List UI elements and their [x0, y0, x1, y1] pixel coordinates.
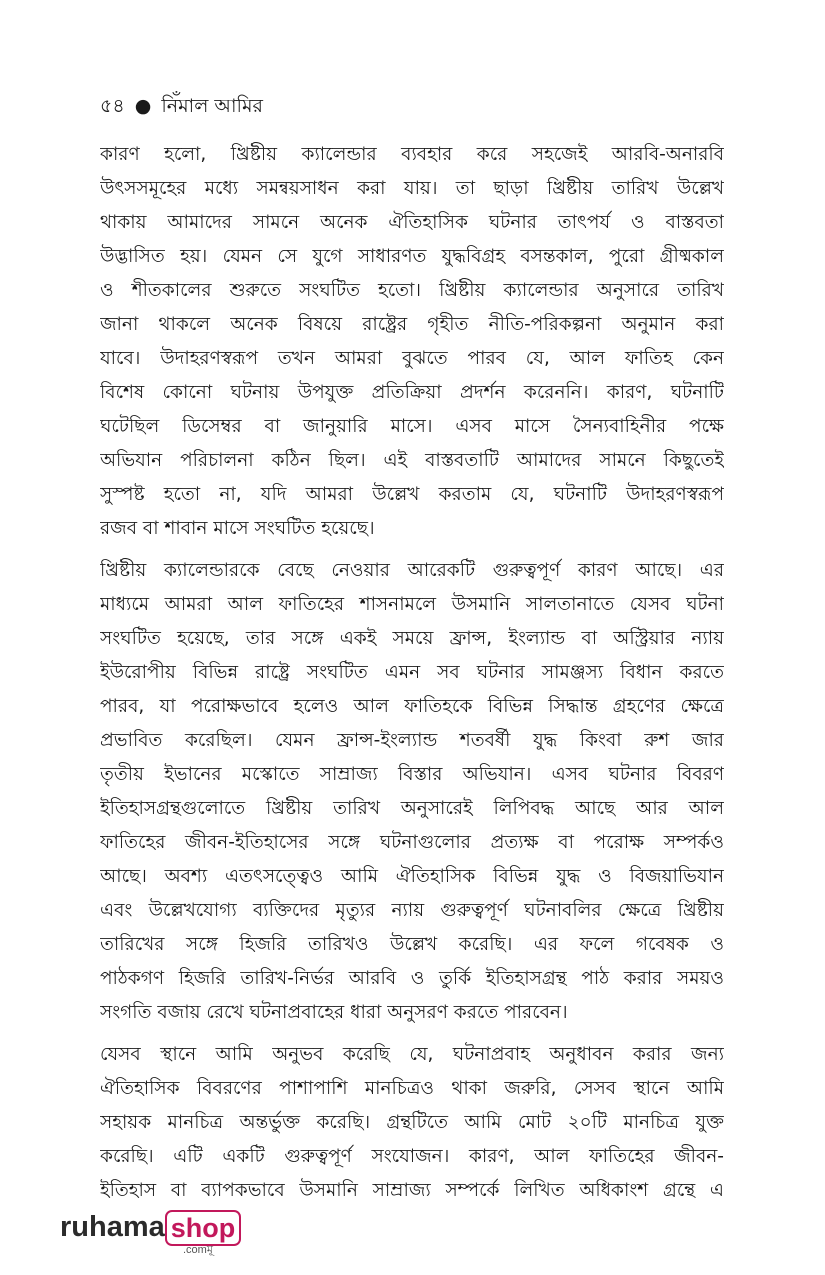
header-bullet: ●	[134, 95, 152, 117]
paragraph	[100, 1038, 724, 1208]
logo-text-ruhama: ruhama	[60, 1211, 165, 1243]
page-header	[100, 93, 263, 119]
text-line: পারব, যা পরোক্ষভাবে হলেও আল ফাতিহকে বিভিন্ন সিদ্ধান্ত গ্রহণের ক্ষেত্রে	[100, 696, 724, 717]
page-number: ৫৪	[100, 95, 125, 117]
logo-text-shop: shop	[165, 1210, 242, 1246]
text-line: সহায়ক মানচিত্র অন্তর্ভুক্ত করেছি। গ্রন্থটিতে আমি মোট ২০টি মানচিত্র যুক্ত	[100, 1112, 724, 1133]
text-line: তৃতীয় ইভানের মস্কোতে সাম্রাজ্য বিস্তার অভিযান। এসব ঘটনার বিবরণ	[100, 764, 724, 785]
text-line: জানা থাকলে অনেক বিষয়ে রাষ্ট্রের গৃহীত নীতি-পরিকল্পনা অনুমান করা	[100, 314, 724, 335]
text-line: ইউরোপীয় বিভিন্ন রাষ্ট্রে সংঘটিত এমন সব ঘটনার সামঞ্জস্য বিধান করতে	[100, 662, 724, 683]
text-line: ঘটেছিল ডিসেম্বর বা জানুয়ারি মাসে। এসব মাসে সৈন্যবাহিনীর পক্ষে	[100, 416, 724, 437]
text-line: উৎসসমূহের মধ্যে সমন্বয়সাধন করা যায়। তা ছাড়া খ্রিষ্টীয় তারিখ উল্লেখ	[100, 178, 724, 199]
text-line: খ্রিষ্টীয় ক্যালেন্ডারকে বেছে নেওয়ার আরেকটি গুরুত্বপূর্ণ কারণ আছে। এর	[100, 560, 724, 581]
text-line: থাকায় আমাদের সামনে অনেক ঐতিহাসিক ঘটনার তাৎপর্য ও বাস্তবতা	[100, 212, 724, 233]
text-line: পাঠকগণ হিজরি তারিখ-নির্ভর আরবি ও তুর্কি ইতিহাসগ্রন্থ পাঠ করার সময়ও	[100, 968, 724, 989]
paragraph	[100, 138, 724, 546]
text-line: অভিযান পরিচালনা কঠিন ছিল। এই বাস্তবতাটি আমাদের সামনে কিছুতেই	[100, 450, 724, 471]
text-line: সংঘটিত হয়েছে, তার সঙ্গে একই সময়ে ফ্রান্স, ইংল্যান্ড বা অস্ট্রিয়ার ন্যায়	[100, 628, 724, 649]
text-line: করেছি। এটি একটি গুরুত্বপূর্ণ সংযোজন। কারণ, আল ফাতিহের জীবন-	[100, 1146, 724, 1167]
text-line: যাবে। উদাহরণস্বরূপ তখন আমরা বুঝতে পারব যে, আল ফাতিহ কেন	[100, 348, 724, 369]
text-line: বিশেষ কোনো ঘটনায় উপযুক্ত প্রতিক্রিয়া প্রদর্শন করেননি। কারণ, ঘটনাটি	[100, 382, 724, 403]
text-line: কারণ হলো, খ্রিষ্টীয় ক্যালেন্ডার ব্যবহার করে সহজেই আরবি-অনারবি	[100, 144, 724, 165]
ruhamashop-logo	[60, 1210, 241, 1256]
text-line: আছে। অবশ্য এতৎসত্ত্বেও আমি ঐতিহাসিক বিভিন্ন যুদ্ধ ও বিজয়াভিযান	[100, 866, 724, 887]
text-line: সংগতি বজায় রেখে ঘটনাপ্রবাহের ধারা অনুসরণ করতে পারবেন।	[100, 1002, 568, 1023]
logo-text-domain: .comমূ	[183, 1244, 213, 1256]
paragraph	[100, 554, 724, 1030]
text-line: উদ্ভাসিত হয়। যেমন সে যুগে সাধারণত যুদ্ধবিগ্রহ বসন্তকাল, পুরো গ্রীষ্মকাল	[100, 246, 724, 267]
book-title: নিঁমাল আমির	[161, 95, 263, 117]
text-line: যেসব স্থানে আমি অনুভব করেছি যে, ঘটনাপ্রবাহ অনুধাবন করার জন্য	[100, 1044, 724, 1065]
text-line: ফাতিহের জীবন-ইতিহাসের সঙ্গে ঘটনাগুলোর প্রত্যক্ষ বা পরোক্ষ সম্পর্কও	[100, 832, 724, 853]
text-line: ও শীতকালের শুরুতে সংঘটিত হতো। খ্রিষ্টীয় ক্যালেন্ডার অনুসারে তারিখ	[100, 280, 724, 301]
text-line: রজব বা শাবান মাসে সংঘটিত হয়েছে।	[100, 518, 375, 539]
text-line: ঐতিহাসিক বিবরণের পাশাপাশি মানচিত্রও থাকা জরুরি, সেসব স্থানে আমি	[100, 1078, 724, 1099]
text-line: ইতিহাসগ্রন্থগুলোতে খ্রিষ্টীয় তারিখ অনুসারেই লিপিবদ্ধ আছে আর আল	[100, 798, 724, 819]
text-line: তারিখের সঙ্গে হিজরি তারিখও উল্লেখ করেছি। এর ফলে গবেষক ও	[100, 934, 724, 955]
body-text	[100, 138, 724, 1208]
text-line: প্রভাবিত করেছিল। যেমন ফ্রান্স-ইংল্যান্ড শতবর্ষী যুদ্ধ কিংবা রুশ জার	[100, 730, 724, 751]
text-line: এবং উল্লেখযোগ্য ব্যক্তিদের মৃত্যুর ন্যায় গুরুত্বপূর্ণ ঘটনাবলির ক্ষেত্রে খ্রিষ্টীয়	[100, 900, 724, 921]
text-line: ইতিহাস বা ব্যাপকভাবে উসমানি সাম্রাজ্য সম্পর্কে লিখিত অধিকাংশ গ্রন্থে এ	[100, 1180, 724, 1201]
text-line: মাধ্যমে আমরা আল ফাতিহের শাসনামলে উসমানি সালতানাতে যেসব ঘটনা	[100, 594, 724, 615]
text-line: সুস্পষ্ট হতো না, যদি আমরা উল্লেখ করতাম যে, ঘটনাটি উদাহরণস্বরূপ	[100, 484, 724, 505]
